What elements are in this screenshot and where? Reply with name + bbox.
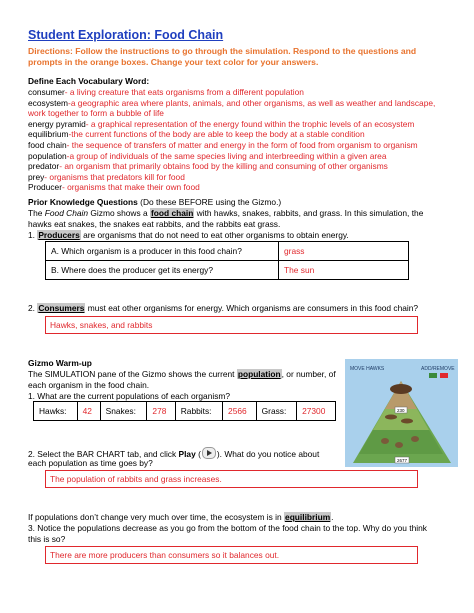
vocab-definition[interactable]: work together to form a bubble of life (28, 108, 164, 119)
question-1 (28, 230, 349, 241)
text-run: 2. (28, 303, 38, 313)
label-cell: Rabbits: (175, 402, 222, 421)
value-cell[interactable]: 27300 (297, 402, 336, 421)
term-food-chain: food chain (150, 208, 194, 218)
vocab-item (28, 172, 435, 183)
text-run: Gizmo shows a (88, 208, 150, 218)
page-title: Student Exploration: Food Chain (28, 28, 224, 42)
move-hawks-label: MOVE HAWKS (350, 366, 385, 372)
text-run: The SIMULATION pane of the Gizmo shows the current (28, 369, 237, 379)
prior-line-2: hawks eat snakes, the snakes eat rabbits, and the rabbits eat grass. (28, 219, 281, 229)
vocab-term: Producer (28, 182, 62, 193)
warmup-question-2-line-2: each population as time goes by? (28, 458, 153, 468)
vocab-item (28, 87, 435, 98)
answer-cell[interactable]: grass (279, 242, 409, 261)
text-run: with hawks, snakes, rabbits, and grass. In this simulation, the (194, 208, 424, 218)
question-cell: B. Where does the producer get its energy? (46, 261, 279, 280)
text-run: ( (195, 449, 201, 459)
term-producers: Producers (38, 230, 80, 240)
population-table (33, 401, 336, 421)
text-run: , or number, of (281, 369, 336, 379)
vocab-definition[interactable]: - organisms that predators kill for food (44, 171, 185, 182)
text-run: must eat other organisms for energy. Which organisms are consumers in this food chain? (85, 303, 419, 313)
text-run: 2. Select the BAR CHART tab, and click (28, 449, 179, 459)
vocab-definition[interactable]: -the current functions of the body are able to keep the body at a stable condition (68, 129, 365, 140)
text-run: ). What do you notice about (216, 449, 320, 459)
vocab-item (28, 108, 435, 119)
value-cell[interactable]: 42 (77, 402, 100, 421)
vocab-term: consumer (28, 87, 65, 97)
vocab-term: equilibrium (28, 129, 69, 140)
term-population: population (237, 369, 281, 379)
vocab-item (28, 161, 435, 172)
vocab-item (28, 151, 435, 162)
gizmo-screenshot (345, 359, 458, 467)
gizmo-count: 230 (397, 408, 405, 413)
label-cell: Hawks: (34, 402, 78, 421)
vocab-definition[interactable]: - a living creature that eats organisms from a different population (64, 87, 304, 97)
add-remove-label: ADD/REMOVE (421, 366, 455, 372)
answer-box-q2[interactable]: Hawks, snakes, and rabbits (45, 316, 418, 334)
value-cell[interactable]: 278 (147, 402, 175, 421)
label-cell: Grass: (256, 402, 296, 421)
question-cell: A. Which organism is a producer in this food chain? (46, 242, 279, 261)
table-row (34, 402, 336, 421)
prior-heading-note: (Do these BEFORE using the Gizmo.) (137, 197, 282, 207)
vocab-term: predator (28, 161, 60, 172)
text-run: 1. (28, 230, 38, 240)
label-cell: Snakes: (100, 402, 147, 421)
play-icon (202, 447, 216, 459)
term-consumers: Consumers (38, 303, 85, 313)
term-equilibrium: equilibrium (285, 512, 331, 522)
directions-text: Directions: Follow the instructions to go through the simulation. Respond to the questions and prompts in the orange boxes. Change your text color for your answers. (28, 46, 417, 67)
warmup-heading: Gizmo Warm-up (28, 358, 92, 368)
gizmo-count: 2677 (397, 458, 408, 463)
vocab-definition[interactable]: -a geographic area where plants, animals, and other organisms, as well as weather and landscape, (68, 97, 436, 108)
prior-heading-line (28, 197, 281, 208)
table-row (46, 261, 409, 280)
answer-box-warmup-q2[interactable]: The population of rabbits and grass increases. (45, 470, 418, 488)
answer-box-q3[interactable]: There are more producers than consumers so it balances out. (45, 546, 418, 564)
warmup-line-2: each organism in the food chain. (28, 380, 150, 390)
producer-table (45, 241, 409, 280)
vocab-term: energy pyramid (28, 118, 86, 129)
equilibrium-line (28, 512, 334, 523)
vocab-item (28, 129, 435, 140)
play-label: Play (178, 449, 196, 459)
vocab-list (28, 87, 435, 193)
vocab-term: food chain (28, 139, 67, 150)
warmup-question-3: 3. Notice the populations decrease as you go from the bottom of the food chain to the top. Why do you think (28, 523, 427, 533)
vocab-definition[interactable]: - a graphical representation of the energy found within the trophic levels of an ecosystem (85, 118, 415, 129)
prior-heading: Prior Knowledge Questions (28, 197, 138, 207)
question-2 (28, 303, 418, 314)
vocab-term: population (28, 150, 67, 161)
vocab-term: ecosystem (28, 97, 69, 108)
vocab-heading: Define Each Vocabulary Word: (28, 76, 150, 86)
text-run: The (28, 208, 45, 218)
warmup-line-1 (28, 369, 336, 380)
answer-cell[interactable]: The sun (279, 261, 409, 280)
vocab-item (28, 98, 435, 109)
vocab-definition[interactable]: - organisms that make their own food (61, 182, 200, 193)
vocab-item (28, 119, 435, 130)
vocab-item (28, 182, 435, 193)
text-run: If populations don’t change very much over time, the ecosystem is in (28, 512, 285, 522)
value-cell[interactable]: 2566 (223, 402, 257, 421)
vocab-term: prey (28, 171, 45, 182)
warmup-question-3-line-2: this is so? (28, 534, 66, 544)
prior-line-1 (28, 208, 423, 219)
text-run: are organisms that do not need to eat other organisms to obtain energy. (80, 230, 349, 240)
gizmo-name: Food Chain (44, 208, 89, 218)
text-run: . (331, 512, 334, 522)
vocab-item (28, 140, 435, 151)
food-pyramid-illustration (345, 359, 458, 467)
table-row (46, 242, 409, 261)
vocab-definition[interactable]: - the sequence of transfers of matter and energy in the form of food from organism to organism (66, 139, 418, 150)
vocab-definition[interactable]: -a group of individuals of the same species living and interbreeding within a given area (66, 150, 387, 161)
warmup-question-1: 1. What are the current populations of each organism? (28, 391, 231, 401)
vocab-definition[interactable]: - an organism that primarily obtains food by the killing and consuming of other organisms (59, 161, 388, 172)
